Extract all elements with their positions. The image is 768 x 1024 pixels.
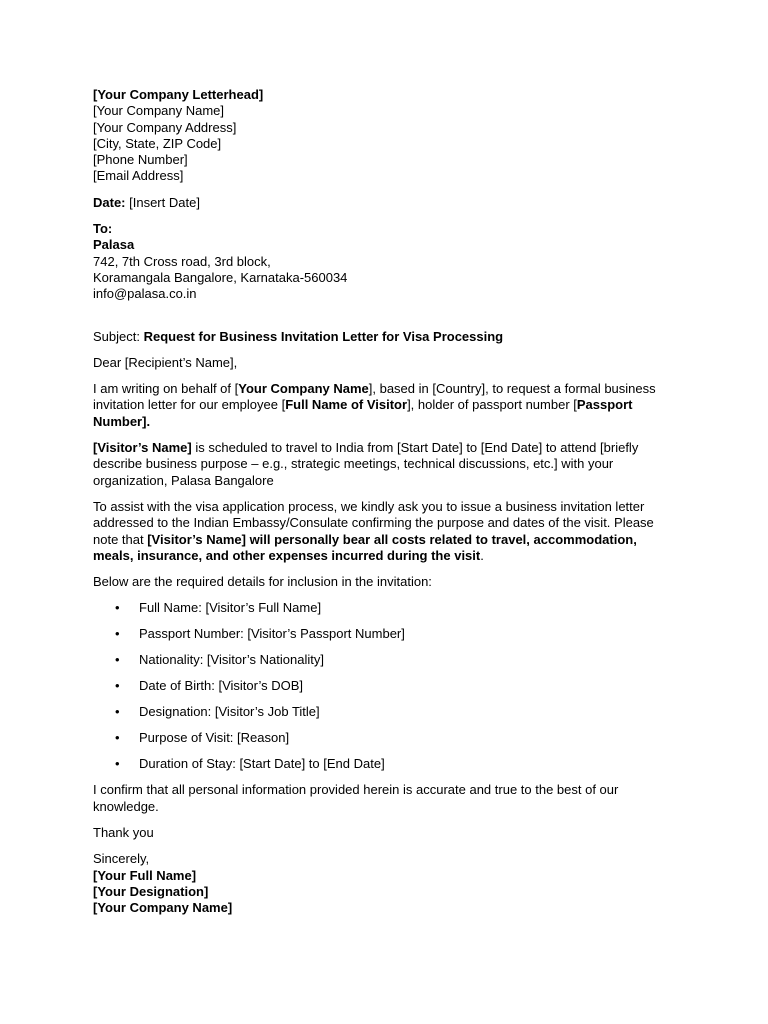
details-item-text: Full Name: [Visitor’s Full Name] bbox=[139, 600, 322, 616]
para3-bold-costs: [Visitor’s Name] will personally bear all costs related to travel, accommodation, meals, insurance, and other expenses incurred during the visit bbox=[93, 531, 637, 563]
details-item-text: Purpose of Visit: [Reason] bbox=[139, 730, 290, 746]
para1-bold-company: Your Company Name bbox=[238, 381, 369, 397]
details-intro: Below are the required details for inclusion in the invitation: bbox=[93, 574, 432, 590]
letter-body bbox=[93, 87, 673, 917]
subject-line bbox=[93, 329, 673, 345]
para1-text-3: ], holder of passport number [ bbox=[407, 397, 577, 413]
para2-text: is scheduled to travel to India from [Start Date] to [End Date] to attend [briefly describe business purpose – e.g., strategic meetings, technical discussions, etc.] with your organization, Palasa Bangalore bbox=[93, 440, 639, 488]
details-item-text: Passport Number: [Visitor’s Passport Number] bbox=[139, 626, 405, 642]
details-list bbox=[93, 600, 673, 772]
para3-text-2: . bbox=[480, 547, 484, 563]
details-list-item bbox=[93, 626, 673, 642]
para1-text-1: I am writing on behalf of [ bbox=[93, 381, 239, 397]
date-label: Date: bbox=[93, 194, 126, 210]
bullet-icon: • bbox=[115, 730, 120, 746]
signer-designation: [Your Designation] bbox=[93, 883, 209, 899]
details-item-text: Duration of Stay: [Start Date] to [End Date] bbox=[139, 756, 385, 772]
subject-text: Request for Business Invitation Letter for Visa Processing bbox=[143, 328, 504, 344]
subject-label: Subject: bbox=[93, 328, 144, 344]
closing: Sincerely, bbox=[93, 851, 150, 867]
company-city: [City, State, ZIP Code] bbox=[93, 135, 222, 151]
company-address: [Your Company Address] bbox=[93, 119, 237, 135]
recipient-block bbox=[93, 221, 673, 302]
details-list-item bbox=[93, 652, 673, 668]
company-name: [Your Company Name] bbox=[93, 103, 225, 119]
paragraph-intro bbox=[93, 381, 673, 430]
signature-block bbox=[93, 851, 673, 916]
para1-bold-passport: Passport Number]. bbox=[93, 397, 633, 429]
company-phone: [Phone Number] bbox=[93, 152, 188, 168]
paragraph-travel bbox=[93, 440, 673, 489]
para2-bold-visitor: [Visitor’s Name] bbox=[93, 440, 192, 456]
letterhead bbox=[93, 87, 673, 185]
details-item-text: Nationality: [Visitor’s Nationality] bbox=[139, 652, 324, 668]
date-line bbox=[93, 195, 673, 211]
thanks-line: Thank you bbox=[93, 825, 154, 841]
salutation: Dear [Recipient’s Name], bbox=[93, 354, 238, 370]
bullet-icon: • bbox=[115, 704, 120, 720]
paragraph-request bbox=[93, 499, 673, 564]
signer-company: [Your Company Name] bbox=[93, 900, 233, 916]
recipient-address-line1: 742, 7th Cross road, 3rd block, bbox=[93, 253, 271, 269]
details-list-item bbox=[93, 600, 673, 616]
details-item-text: Date of Birth: [Visitor’s DOB] bbox=[139, 678, 304, 694]
bullet-icon: • bbox=[115, 600, 120, 616]
signer-name: [Your Full Name] bbox=[93, 867, 197, 883]
to-label: To: bbox=[93, 221, 113, 237]
letterhead-title: [Your Company Letterhead] bbox=[93, 87, 264, 102]
para3-text-1: To assist with the visa application process, we kindly ask you to issue a business invitation letter addressed to the Indian Embassy/Consulate confirming the purpose and dates of the visit. Please note that bbox=[93, 498, 654, 547]
date-value: [Insert Date] bbox=[125, 194, 200, 210]
details-list-item bbox=[93, 704, 673, 720]
details-list-item bbox=[93, 678, 673, 694]
bullet-icon: • bbox=[115, 652, 120, 668]
para1-bold-visitor: Full Name of Visitor bbox=[285, 397, 408, 413]
details-item-text: Designation: [Visitor’s Job Title] bbox=[139, 704, 320, 720]
company-email: [Email Address] bbox=[93, 168, 184, 184]
bullet-icon: • bbox=[115, 756, 120, 772]
confirmation-paragraph: I confirm that all personal information provided herein is accurate and true to the best of our knowledge. bbox=[93, 782, 619, 814]
recipient-address-line2: Koramangala Bangalore, Karnataka-560034 bbox=[93, 269, 348, 285]
details-list-item bbox=[93, 730, 673, 746]
bullet-icon: • bbox=[115, 626, 120, 642]
bullet-icon: • bbox=[115, 678, 120, 694]
recipient-email: info@palasa.co.in bbox=[93, 286, 197, 302]
details-list-item bbox=[93, 756, 673, 772]
para1-text-2: ], based in [Country], to request a formal business invitation letter for our employee [ bbox=[93, 381, 656, 413]
recipient-name: Palasa bbox=[93, 237, 135, 253]
